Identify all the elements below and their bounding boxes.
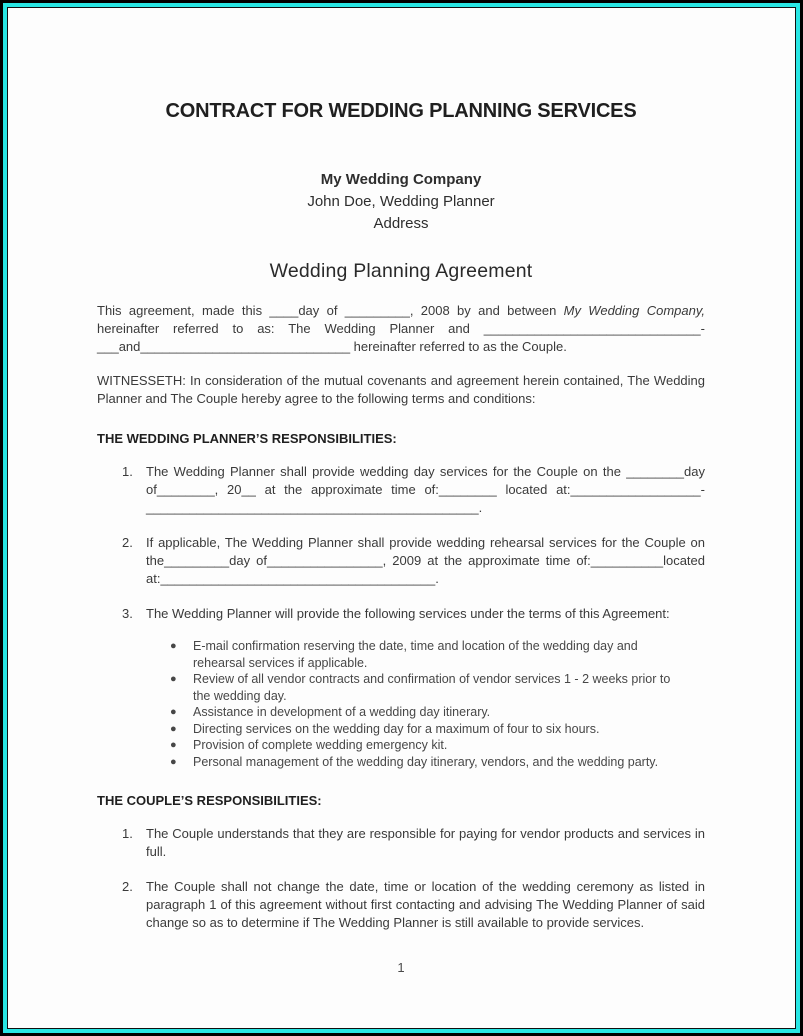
bullet-icon: ●	[170, 640, 177, 652]
intro-text-before: This agreement, made this ____day of _________, 2008 by and between	[97, 303, 564, 318]
planner-item-1	[122, 463, 705, 517]
address-line: Address	[373, 215, 429, 232]
bullet-icon: ●	[170, 722, 177, 735]
service-item	[170, 704, 675, 721]
item-text: The Wedding Planner shall provide wedding day services for the Couple on the ________day of________, 20__ at the approximate time of:________ located at:__________________-______________________________________________.	[146, 464, 705, 515]
contract-document-page	[8, 8, 795, 1028]
item-text: The Couple understands that they are responsible for paying for vendor products and services in full.	[146, 826, 705, 859]
service-item	[170, 671, 675, 704]
service-text: Directing services on the wedding day for a maximum of four to six hours.	[193, 721, 600, 736]
item-number: 2.	[122, 879, 133, 894]
service-item	[170, 638, 675, 671]
bullet-icon: ●	[170, 706, 177, 718]
agreement-heading: Wedding Planning Agreement	[269, 260, 533, 282]
intro-company-italic: My Wedding Company,	[563, 303, 705, 318]
item-text: If applicable, The Wedding Planner shall provide wedding rehearsal services for the Couple on the_________day of________________, 2009 at the approximate time of:__________located at:______________________________________.	[146, 535, 705, 586]
intro-paragraph	[97, 302, 705, 356]
service-text: Provision of complete wedding emergency kit.	[193, 738, 448, 752]
bullet-icon: ●	[170, 755, 177, 768]
service-item	[170, 737, 675, 754]
company-name: My Wedding Company	[320, 171, 482, 188]
witnesseth-paragraph: WITNESSETH: In consideration of the mutual covenants and agreement herein contained, The Wedding Planner and The Couple hereby agree to the following terms and conditions:	[97, 373, 705, 406]
bullet-icon: ●	[170, 673, 177, 685]
couple-item-1	[122, 825, 705, 861]
service-item	[170, 754, 675, 771]
planner-item-2	[122, 534, 705, 588]
intro-text-after: hereinafter referred to as: The Wedding Planner and ______________________________-___and_____________________________ hereinafter referred to as the Couple.	[97, 321, 705, 354]
couple-item-2	[122, 878, 705, 932]
item-number: 1.	[122, 464, 133, 479]
page-number: 1	[397, 960, 405, 975]
document-title: CONTRACT FOR WEDDING PLANNING SERVICES	[165, 100, 637, 122]
couple-responsibilities-heading: THE COUPLE’S RESPONSIBILITIES:	[97, 793, 322, 808]
planner-name-line: John Doe, Wedding Planner	[307, 193, 495, 210]
services-bullet-list	[170, 638, 675, 770]
item-number: 1.	[122, 826, 133, 841]
planner-item-3	[122, 605, 705, 623]
planner-responsibilities-heading: THE WEDDING PLANNER’S RESPONSIBILITIES:	[97, 431, 397, 446]
page-inner-border	[7, 7, 796, 1029]
company-block	[97, 169, 705, 235]
service-item	[170, 721, 675, 738]
page-accent-border	[3, 3, 800, 1033]
item-text: The Wedding Planner will provide the following services under the terms of this Agreement:	[146, 606, 670, 621]
item-text: The Couple shall not change the date, time or location of the wedding ceremony as listed in paragraph 1 of this agreement without first contacting and advising The Wedding Planner of said change so as to determine if The Wedding Planner is still available to provide services.	[146, 879, 705, 930]
service-text: Review of all vendor contracts and confirmation of vendor services 1 - 2 weeks prior to the wedding day.	[193, 672, 671, 703]
bullet-icon: ●	[170, 739, 177, 751]
service-text: E-mail confirmation reserving the date, time and location of the wedding day and rehearsal services if applicable.	[193, 639, 638, 670]
service-text: Personal management of the wedding day itinerary, vendors, and the wedding party.	[193, 754, 659, 769]
item-number: 3.	[122, 606, 133, 621]
item-number: 2.	[122, 535, 133, 550]
service-text: Assistance in development of a wedding day itinerary.	[193, 705, 491, 719]
